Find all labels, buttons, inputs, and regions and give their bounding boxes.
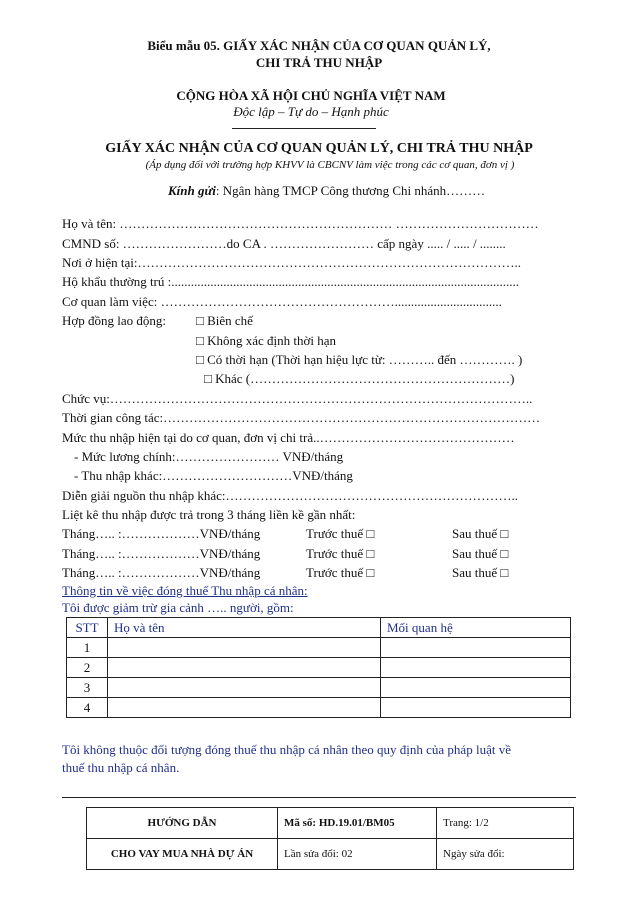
field-salary[interactable]: - Mức lương chính:…………………… VNĐ/tháng	[74, 449, 344, 464]
motto: Độc lập – Tự do – Hạnh phúc	[233, 104, 389, 119]
table-row	[67, 698, 571, 718]
month-2-after-tax[interactable]: Sau thuế □	[452, 546, 509, 561]
row-relationship-cell[interactable]	[381, 678, 571, 698]
row-number: 3	[67, 678, 108, 698]
field-work-time[interactable]: Thời gian công tác:……………………………………………………………………………	[62, 410, 541, 425]
greeting-text: : Ngân hàng TMCP Công thương Chi nhánh………	[215, 183, 486, 198]
footer-revision: Lần sửa đổi: 02	[278, 839, 437, 870]
footer-loan: CHO VAY MUA NHÀ DỰ ÁN	[87, 839, 278, 870]
motto-underline	[232, 128, 376, 129]
greeting-label: Kính gửi	[168, 183, 216, 198]
form-title-line2: CHI TRẢ THU NHẬP	[255, 55, 383, 70]
row-relationship-cell[interactable]	[381, 658, 571, 678]
month-3[interactable]: Tháng….. :………………VNĐ/tháng	[62, 565, 261, 580]
month-2[interactable]: Tháng….. :………………VNĐ/tháng	[62, 546, 261, 561]
field-income-source[interactable]: Diễn giải nguồn thu nhập khác:…………………………………………………………..	[62, 488, 519, 503]
form-title-line1: Biểu mẫu 05. GIẤY XÁC NHẬN CỦA CƠ QUAN QUẢN LÝ,	[147, 38, 491, 53]
row-name-cell[interactable]	[108, 658, 381, 678]
footer-revision-date: Ngày sửa đổi:	[437, 839, 574, 870]
statement-line2: thuế thu nhập cá nhân.	[62, 760, 180, 775]
header-stt: STT	[67, 618, 108, 638]
field-id-card[interactable]: CMND số: ……………………do CA . …………………… cấp ngày ..... / ..... / ........	[62, 236, 506, 251]
contract-option-indefinite[interactable]: □ Không xác định thời hạn	[196, 333, 337, 348]
statement-line1: Tôi không thuộc đối tượng đóng thuế thu nhập cá nhân theo quy định của pháp luật về	[62, 742, 511, 757]
tax-heading: Thông tin về việc đóng thuế Thu nhập cá nhân:	[62, 583, 308, 598]
field-name[interactable]: Họ và tên: ……………………………………………………… ……………………………	[62, 216, 539, 231]
contract-label: Hợp đồng lao động:	[62, 313, 167, 328]
table-row	[67, 658, 571, 678]
header-relationship: Mối quan hệ	[381, 618, 571, 638]
contract-option-other[interactable]: □ Khác (……………………………………………………)	[204, 371, 515, 386]
month-3-after-tax[interactable]: Sau thuế □	[452, 565, 509, 580]
footer-divider	[62, 797, 576, 798]
header-full-name: Họ và tên	[108, 618, 381, 638]
row-name-cell[interactable]	[108, 678, 381, 698]
footer-guide: HƯỚNG DẪN	[87, 808, 278, 839]
month-1-before-tax[interactable]: Trước thuế □	[306, 526, 375, 541]
row-relationship-cell[interactable]	[381, 698, 571, 718]
last-three-months-label: Liệt kê thu nhập được trả trong 3 tháng liền kề gần nhất:	[62, 507, 356, 522]
field-income-current[interactable]: Mức thu nhập hiện tại do cơ quan, đơn vị chi trả..………………………………………	[62, 430, 515, 445]
row-relationship-cell[interactable]	[381, 638, 571, 658]
row-number: 2	[67, 658, 108, 678]
document-subtitle: (Áp dụng đối với trường hợp KHVV là CBCNV làm việc trong các cơ quan, đơn vị )	[145, 159, 515, 171]
document-title: GIẤY XÁC NHẬN CỦA CƠ QUAN QUẢN LÝ, CHI TRẢ THU NHẬP	[105, 141, 533, 156]
row-name-cell[interactable]	[108, 638, 381, 658]
row-number: 4	[67, 698, 108, 718]
field-position[interactable]: Chức vụ:……………………………………………………………………………………..	[62, 391, 533, 406]
footer-page: Trang: 1/2	[437, 808, 574, 839]
field-address[interactable]: Nơi ở hiện tại:……………………………………………………………………………..	[62, 255, 521, 270]
field-household[interactable]: Hộ khẩu thường trú :...........................................................................................................	[62, 274, 519, 289]
table-row	[67, 638, 571, 658]
greeting	[168, 183, 485, 199]
contract-option-permanent[interactable]: □ Biên chế	[196, 313, 253, 328]
row-name-cell[interactable]	[108, 698, 381, 718]
month-3-before-tax[interactable]: Trước thuế □	[306, 565, 375, 580]
table-row	[67, 678, 571, 698]
dependents-line: Tôi được giảm trừ gia cảnh ….. người, gồm:	[62, 600, 294, 615]
contract-option-fixed-term[interactable]: □ Có thời hạn (Thời hạn hiệu lực từ: ……….. đến …………. )	[196, 352, 523, 367]
field-workplace[interactable]: Cơ quan làm việc: ……………………………………………….................................	[62, 294, 502, 309]
row-number: 1	[67, 638, 108, 658]
table-header-row	[67, 618, 571, 638]
month-1[interactable]: Tháng….. :………………VNĐ/tháng	[62, 526, 261, 541]
month-1-after-tax[interactable]: Sau thuế □	[452, 526, 509, 541]
nation-title: CỘNG HÒA XÃ HỘI CHỦ NGHĨA VIỆT NAM	[176, 88, 446, 103]
footer-code: Mã số: HD.19.01/BM05	[278, 808, 437, 839]
footer-table	[86, 807, 574, 870]
dependents-table	[66, 617, 571, 718]
month-2-before-tax[interactable]: Trước thuế □	[306, 546, 375, 561]
field-other-income[interactable]: - Thu nhập khác:…………………………VNĐ/tháng	[74, 468, 353, 483]
